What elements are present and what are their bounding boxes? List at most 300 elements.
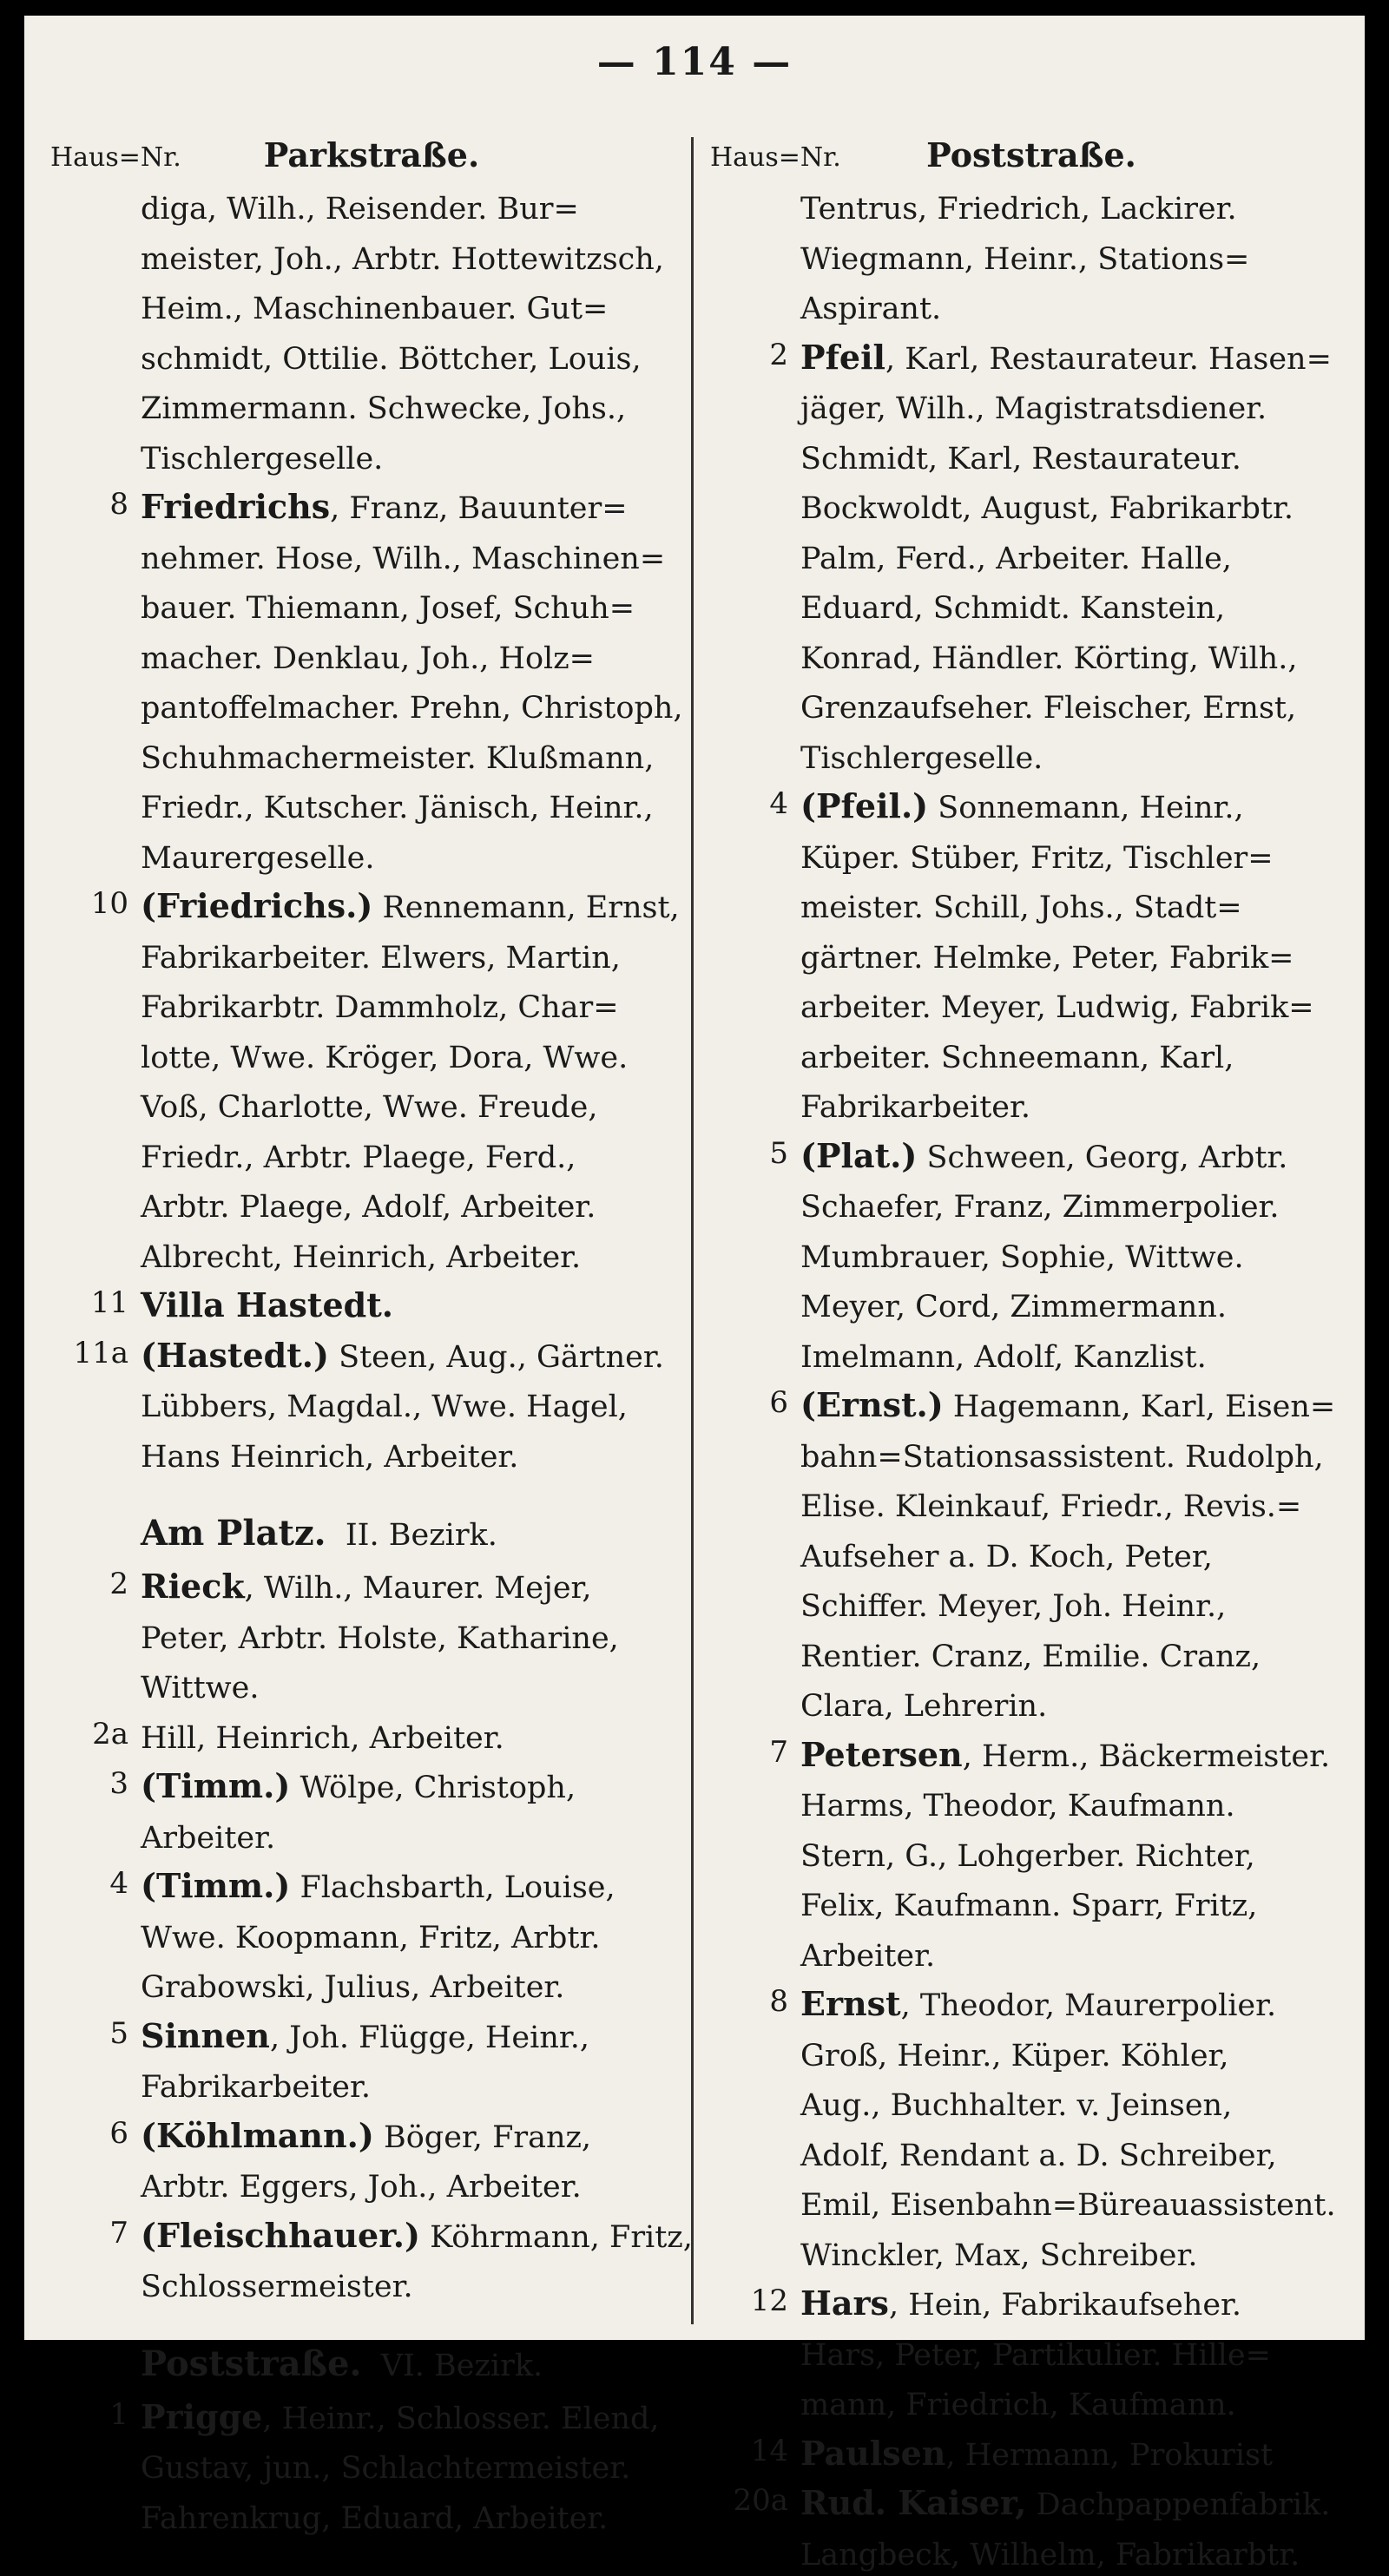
entry-line: [50, 1179, 693, 1229]
entry-text: [800, 437, 1353, 476]
residents-text: Köhrmann, Fritz,: [420, 2220, 693, 2255]
residents-text: nehmer. Hose, Wilh., Maschinen=: [141, 542, 665, 576]
residents-text: Aug., Buchhalter. v. Jeinsen,: [800, 2088, 1232, 2123]
entry-text: [141, 2497, 693, 2536]
entry-text: [141, 287, 693, 326]
entry-text: [141, 837, 693, 876]
district-label: II. Bezirk.: [346, 1518, 497, 1553]
house-number: 1: [50, 2397, 128, 2432]
entry-text: [800, 1535, 1353, 1574]
residents-text: Schiffer. Meyer, Joh. Heinr.,: [800, 1589, 1226, 1624]
owner-name: (Plat.): [800, 1136, 917, 1175]
entry-line: [50, 1278, 693, 1329]
residents-text: Felix, Kaufmann. Sparr, Fritz,: [800, 1889, 1257, 1923]
owner-name: Ernst: [800, 1984, 901, 2023]
entry-text: [800, 537, 1353, 576]
residents-text: , Theodor, Maurerpolier.: [901, 1988, 1277, 2023]
entry-text: [800, 487, 1353, 526]
entry-line: [50, 2109, 693, 2159]
entry-line: [50, 1129, 693, 1180]
owner-name: (Fleischhauer.): [141, 2216, 420, 2255]
residents-text: Hagemann, Karl, Eisen=: [944, 1390, 1336, 1424]
left-entries: [50, 181, 693, 1478]
entry-text: [141, 1766, 693, 1805]
page-number: — 114 —: [24, 40, 1365, 84]
owner-name: (Timm.): [141, 1866, 290, 1905]
entry-line: [710, 879, 1353, 930]
residents-text: Zimmermann. Schwecke, Johs.,: [141, 391, 626, 426]
entry-line: [710, 380, 1353, 430]
entry-text: [141, 2447, 693, 2486]
entry-text: [141, 986, 693, 1025]
entry-line: [710, 1678, 1353, 1728]
owner-name: Rieck: [141, 1567, 245, 1606]
residents-text: Peter, Arbtr. Holste, Katharine,: [141, 1621, 619, 1656]
entry-line: [710, 2027, 1353, 2078]
owner-name: Friedrichs: [141, 487, 330, 526]
entry-text: [800, 1635, 1353, 1674]
entry-text: [800, 1585, 1353, 1624]
entry-text: [800, 338, 1353, 377]
entry-line: [50, 2009, 693, 2060]
entry-text: [800, 2234, 1353, 2273]
residents-text: Imelmann, Adolf, Kanzlist.: [800, 1340, 1207, 1375]
residents-text: , Hermann, Prokurist: [945, 2438, 1273, 2473]
residents-text: Meyer, Cord, Zimmermann.: [800, 1290, 1227, 1324]
house-number: 2a: [50, 1717, 128, 1751]
entry-line: [50, 2258, 693, 2309]
entry-text: [800, 1236, 1353, 1275]
residents-text: Fabrikarbtr. Dammholz, Char=: [141, 990, 619, 1025]
entry-line: [710, 830, 1353, 880]
house-number: 11: [50, 1285, 128, 1320]
entry-text: [141, 238, 693, 277]
entry-line: [710, 580, 1353, 630]
entry-text: [800, 737, 1353, 776]
left-column: [50, 128, 693, 2540]
entry-line: [710, 680, 1353, 730]
residents-text: jäger, Wilh., Magistratsdiener.: [800, 391, 1267, 426]
entry-text: [141, 1666, 693, 1705]
owner-name: Rud. Kaiser,: [800, 2483, 1026, 2522]
owner-name: (Friedrichs.): [141, 886, 372, 925]
entry-line: [50, 1759, 693, 1810]
entry-text: [800, 1935, 1353, 1974]
residents-text: Flachsbarth, Louise,: [290, 1870, 615, 1905]
residents-text: Tischlergeselle.: [141, 442, 383, 476]
owner-name: Villa Hastedt.: [141, 1285, 393, 1324]
owner-name: (Pfeil.): [800, 786, 928, 825]
residents-text: , Franz, Bauunter=: [330, 491, 627, 526]
entry-line: [50, 1378, 693, 1429]
residents-text: Wölpe, Christoph,: [290, 1771, 576, 1805]
residents-text: Rentier. Cranz, Emilie. Cranz,: [800, 1640, 1261, 1674]
residents-text: Arbtr. Eggers, Joh., Arbeiter.: [141, 2170, 582, 2205]
entry-text: [141, 1136, 693, 1175]
street-title: Poststraße.: [141, 2343, 361, 2384]
owner-name: (Ernst.): [800, 1385, 944, 1424]
entry-line: [50, 331, 693, 381]
entry-line: [710, 1528, 1353, 1579]
entry-line: [710, 2277, 1353, 2327]
entry-text: [141, 1036, 693, 1075]
owner-name: Sinnen: [141, 2016, 270, 2055]
entry-text: [141, 1336, 693, 1375]
entry-text: [141, 737, 693, 776]
residents-text: Arbeiter.: [800, 1939, 935, 1974]
entry-text: [141, 1236, 693, 1275]
entry-line: [50, 1909, 693, 1960]
entry-line: [50, 2440, 693, 2490]
entry-text: [800, 886, 1353, 925]
residents-text: Palm, Ferd., Arbeiter. Halle,: [800, 542, 1232, 576]
entry-line: [710, 779, 1353, 830]
entry-line: [50, 630, 693, 680]
entry-text: [800, 2084, 1353, 2123]
entry-line: [50, 680, 693, 730]
entry-text: [800, 387, 1353, 426]
entry-line: [50, 2159, 693, 2209]
entry-line: [50, 1959, 693, 2009]
residents-text: schmidt, Ottilie. Böttcher, Louis,: [141, 342, 642, 377]
residents-text: , Wilh., Maurer. Mejer,: [245, 1571, 592, 1606]
am-platz-entries: [50, 1560, 693, 2309]
entry-text: [141, 936, 693, 976]
entry-text: [141, 1567, 693, 1606]
entry-line: [710, 1429, 1353, 1479]
residents-text: , Heinr., Schlosser. Elend,: [262, 2402, 659, 2436]
residents-text: Grenzaufseher. Fleischer, Ernst,: [800, 691, 1296, 726]
entry-text: [141, 1717, 693, 1756]
entry-line: [710, 1877, 1353, 1928]
owner-name: (Timm.): [141, 1766, 290, 1805]
entry-line: [710, 2327, 1353, 2377]
entry-text: [141, 1086, 693, 1125]
entry-line: [710, 1329, 1353, 1379]
entry-text: [800, 837, 1353, 876]
entry-text: [800, 2533, 1353, 2573]
entry-text: [800, 2284, 1353, 2323]
house-number: 14: [710, 2434, 788, 2468]
residents-text: Schlossermeister.: [141, 2270, 413, 2304]
residents-text: mann, Friedrich, Kaufmann.: [800, 2388, 1236, 2422]
entry-line: [50, 2390, 693, 2441]
entry-line: [710, 2077, 1353, 2127]
entry-line: [710, 1977, 1353, 2027]
entry-text: [141, 2066, 693, 2105]
entry-line: [710, 1778, 1353, 1828]
entry-line: [50, 979, 693, 1029]
residents-text: , Karl, Restaurateur. Hasen=: [885, 342, 1332, 377]
entry-line: [710, 280, 1353, 331]
owner-name: Petersen: [800, 1735, 963, 1774]
owner-name: Paulsen: [800, 2434, 945, 2473]
entry-line: [50, 930, 693, 980]
entry-line: [710, 2527, 1353, 2576]
residents-text: Lübbers, Magdal., Wwe. Hagel,: [141, 1390, 628, 1424]
entry-text: [800, 1086, 1353, 1125]
entry-text: [800, 1385, 1353, 1424]
entry-line: [710, 231, 1353, 281]
owner-name: (Köhlmann.): [141, 2116, 374, 2155]
residents-text: arbeiter. Schneemann, Karl,: [800, 1041, 1234, 1075]
residents-text: Tentrus, Friedrich, Lackirer.: [800, 192, 1237, 227]
residents-text: bauer. Thiemann, Josef, Schuh=: [141, 591, 635, 626]
entry-line: [50, 430, 693, 481]
entry-text: [800, 786, 1353, 825]
entry-line: [710, 2177, 1353, 2227]
entry-line: [50, 1659, 693, 1710]
entry-line: [710, 979, 1353, 1029]
residents-text: Clara, Lehrerin.: [800, 1689, 1047, 1724]
residents-text: pantoffelmacher. Prehn, Christoph,: [141, 691, 683, 726]
entry-text: [800, 1835, 1353, 1874]
entry-text: [141, 1617, 693, 1656]
house-number: 4: [50, 1866, 128, 1901]
residents-text: Voß, Charlotte, Wwe. Freude,: [141, 1090, 597, 1125]
owner-name: Pfeil: [800, 338, 885, 377]
entry-text: [800, 2034, 1353, 2073]
entry-line: [710, 1179, 1353, 1229]
residents-text: Wittwe.: [141, 1671, 259, 1705]
entry-text: [141, 437, 693, 476]
entry-line: [50, 779, 693, 830]
entry-text: [800, 587, 1353, 626]
residents-text: Arbeiter.: [141, 1821, 275, 1856]
entry-line: [50, 181, 693, 231]
section-header-am-platz: [50, 1499, 693, 1560]
entry-text: [800, 1436, 1353, 1475]
house-number: 7: [50, 2216, 128, 2251]
entry-text: [141, 1436, 693, 1475]
entry-text: [800, 1336, 1353, 1375]
residents-text: Maurergeselle.: [141, 841, 374, 876]
entry-line: [710, 2476, 1353, 2527]
haus-nr-label: Haus=Nr.: [50, 142, 181, 173]
street-title: Poststraße.: [710, 135, 1353, 174]
residents-text: Steen, Aug., Gärtner.: [329, 1340, 664, 1375]
house-number: 20a: [710, 2483, 788, 2518]
entry-text: [800, 2184, 1353, 2223]
house-number: 2: [710, 338, 788, 372]
house-number: 5: [50, 2016, 128, 2051]
street-title: Parkstraße.: [50, 135, 693, 174]
entry-text: [141, 1385, 693, 1424]
residents-text: Schmidt, Karl, Restaurateur.: [800, 442, 1241, 476]
entry-line: [710, 1578, 1353, 1628]
residents-text: arbeiter. Meyer, Ludwig, Fabrik=: [800, 990, 1314, 1025]
entry-line: [50, 879, 693, 930]
residents-text: Bockwoldt, August, Fabrikarbtr.: [800, 491, 1294, 526]
residents-text: Fabrikarbeiter.: [800, 1090, 1030, 1125]
residents-text: Albrecht, Heinrich, Arbeiter.: [141, 1240, 581, 1275]
house-number: 3: [50, 1766, 128, 1801]
entry-line: [710, 1229, 1353, 1279]
owner-name: (Hastedt.): [141, 1336, 329, 1375]
residents-text: Friedr., Kutscher. Jänisch, Heinr.,: [141, 791, 654, 825]
house-number: 4: [710, 786, 788, 821]
entry-line: [710, 1079, 1353, 1129]
residents-text: , Joh. Flügge, Heinr.,: [270, 2021, 589, 2055]
entry-text: [800, 2383, 1353, 2422]
entry-line: [710, 1478, 1353, 1528]
entry-text: [141, 2016, 693, 2055]
residents-text: Fahrenkrug, Eduard, Arbeiter.: [141, 2501, 608, 2536]
entry-text: [141, 2116, 693, 2155]
directory-page: [24, 16, 1365, 2340]
residents-text: Aspirant.: [800, 292, 941, 326]
street-title: Am Platz.: [141, 1513, 326, 1554]
right-column-header: [710, 128, 1353, 181]
entry-text: [800, 1136, 1353, 1175]
residents-text: meister, Joh., Arbtr. Hottewitzsch,: [141, 242, 664, 277]
entry-line: [50, 2209, 693, 2259]
residents-text: Tischlergeselle.: [800, 741, 1043, 776]
residents-text: Schaefer, Franz, Zimmerpolier.: [800, 1190, 1280, 1225]
residents-text: Grabowski, Julius, Arbeiter.: [141, 1970, 564, 2005]
house-number: 7: [710, 1735, 788, 1770]
entry-text: [800, 1685, 1353, 1724]
house-number: 5: [710, 1136, 788, 1171]
entry-line: [710, 2376, 1353, 2427]
left-column-header: [50, 128, 693, 181]
entry-text: [141, 587, 693, 626]
residents-text: Fabrikarbeiter.: [141, 2070, 371, 2105]
entry-line: [710, 430, 1353, 481]
district-label: VI. Bezirk.: [381, 2349, 543, 2383]
entry-line: [50, 730, 693, 780]
entry-line: [710, 181, 1353, 231]
entry-line: [710, 530, 1353, 581]
entry-line: [50, 530, 693, 581]
entry-line: [710, 1828, 1353, 1878]
entry-text: [141, 2165, 693, 2205]
residents-text: Gustav, jun., Schlachtermeister.: [141, 2451, 630, 2486]
house-number: 11a: [50, 1336, 128, 1370]
residents-text: meister. Schill, Johs., Stadt=: [800, 890, 1242, 925]
entry-line: [710, 1378, 1353, 1429]
residents-text: Langbeck, Wilhelm, Fabrikarbtr.: [800, 2538, 1300, 2573]
entry-line: [710, 930, 1353, 980]
entry-line: [50, 1429, 693, 1479]
entry-text: [800, 1735, 1353, 1774]
residents-text: , Hein, Fabrikaufseher.: [889, 2288, 1241, 2323]
entry-line: [50, 1079, 693, 1129]
residents-text: Stern, G., Lohgerber. Richter,: [800, 1839, 1255, 1874]
entry-text: [141, 2216, 693, 2255]
residents-text: Elise. Kleinkauf, Friedr., Revis.=: [800, 1489, 1301, 1524]
residents-text: Fabrikarbeiter. Elwers, Martin,: [141, 941, 621, 976]
residents-text: Dachpappenfabrik.: [1026, 2487, 1330, 2522]
entry-line: [710, 730, 1353, 780]
entry-text: [141, 1866, 693, 1905]
residents-text: Friedr., Arbtr. Plaege, Ferd.,: [141, 1140, 576, 1175]
entry-text: [141, 537, 693, 576]
residents-text: Adolf, Rendant a. D. Schreiber,: [800, 2139, 1277, 2173]
residents-text: Schuhmachermeister. Klußmann,: [141, 741, 654, 776]
entry-line: [50, 231, 693, 281]
entry-line: [50, 480, 693, 530]
entry-text: [141, 2265, 693, 2304]
entry-text: [141, 786, 693, 825]
poststrasse-entries: [50, 2390, 693, 2540]
entry-text: [141, 487, 693, 526]
residents-text: Wwe. Koopmann, Fritz, Arbtr.: [141, 1921, 601, 1955]
residents-text: Arbtr. Plaege, Adolf, Arbeiter.: [141, 1190, 596, 1225]
right-entries: [710, 181, 1353, 2576]
residents-text: gärtner. Helmke, Peter, Fabrik=: [800, 941, 1294, 976]
entry-text: [800, 2483, 1353, 2522]
house-number: 10: [50, 886, 128, 921]
residents-text: Emil, Eisenbahn=Büreauassistent.: [800, 2188, 1336, 2223]
entry-line: [710, 331, 1353, 381]
entry-text: [800, 1285, 1353, 1324]
haus-nr-label: Haus=Nr.: [710, 142, 841, 173]
entry-text: [141, 1817, 693, 1856]
entry-text: [141, 1285, 693, 1324]
entry-line: [50, 280, 693, 331]
entry-line: [50, 1029, 693, 1080]
entry-text: [141, 1916, 693, 1955]
entry-line: [50, 1810, 693, 1860]
entry-text: [800, 637, 1353, 676]
residents-text: Hans Heinrich, Arbeiter.: [141, 1440, 518, 1475]
house-number: 12: [710, 2284, 788, 2318]
entry-text: [800, 287, 1353, 326]
residents-text: Konrad, Händler. Körting, Wilh.,: [800, 641, 1297, 676]
residents-text: Winckler, Max, Schreiber.: [800, 2238, 1198, 2273]
residents-text: Schween, Georg, Arbtr.: [917, 1140, 1287, 1175]
entry-line: [710, 1029, 1353, 1080]
entry-text: [800, 2134, 1353, 2173]
residents-text: macher. Denklau, Joh., Holz=: [141, 641, 595, 676]
entry-text: [141, 1186, 693, 1225]
entry-text: [141, 1966, 693, 2005]
entry-text: [800, 936, 1353, 976]
entry-line: [710, 1728, 1353, 1778]
entry-text: [800, 2334, 1353, 2373]
owner-name: Hars: [800, 2284, 889, 2323]
residents-text: Heim., Maschinenbauer. Gut=: [141, 292, 608, 326]
entry-line: [710, 480, 1353, 530]
entry-text: [141, 2397, 693, 2436]
owner-name: Prigge: [141, 2397, 262, 2436]
entry-line: [50, 1610, 693, 1660]
residents-text: Wiegmann, Heinr., Stations=: [800, 242, 1249, 277]
entry-line: [710, 630, 1353, 680]
entry-text: [800, 1784, 1353, 1824]
residents-text: Rennemann, Ernst,: [372, 890, 679, 925]
residents-text: Mumbrauer, Sophie, Wittwe.: [800, 1240, 1244, 1275]
residents-text: Hars, Peter, Partikulier. Hille=: [800, 2338, 1271, 2373]
residents-text: bahn=Stationsassistent. Rudolph,: [800, 1440, 1324, 1475]
entry-line: [50, 380, 693, 430]
house-number: 8: [50, 487, 128, 522]
entry-line: [710, 1628, 1353, 1679]
entry-text: [800, 238, 1353, 277]
residents-text: Harms, Theodor, Kaufmann.: [800, 1789, 1235, 1824]
entry-line: [50, 1329, 693, 1379]
residents-text: diga, Wilh., Reisender. Bur=: [141, 192, 579, 227]
entry-text: [141, 637, 693, 676]
entry-line: [50, 1560, 693, 1610]
entry-line: [710, 1928, 1353, 1978]
entry-line: [50, 1229, 693, 1279]
entry-line: [50, 830, 693, 880]
residents-text: Groß, Heinr., Küper. Köhler,: [800, 2039, 1229, 2073]
entry-text: [800, 2434, 1353, 2473]
entry-text: [800, 986, 1353, 1025]
